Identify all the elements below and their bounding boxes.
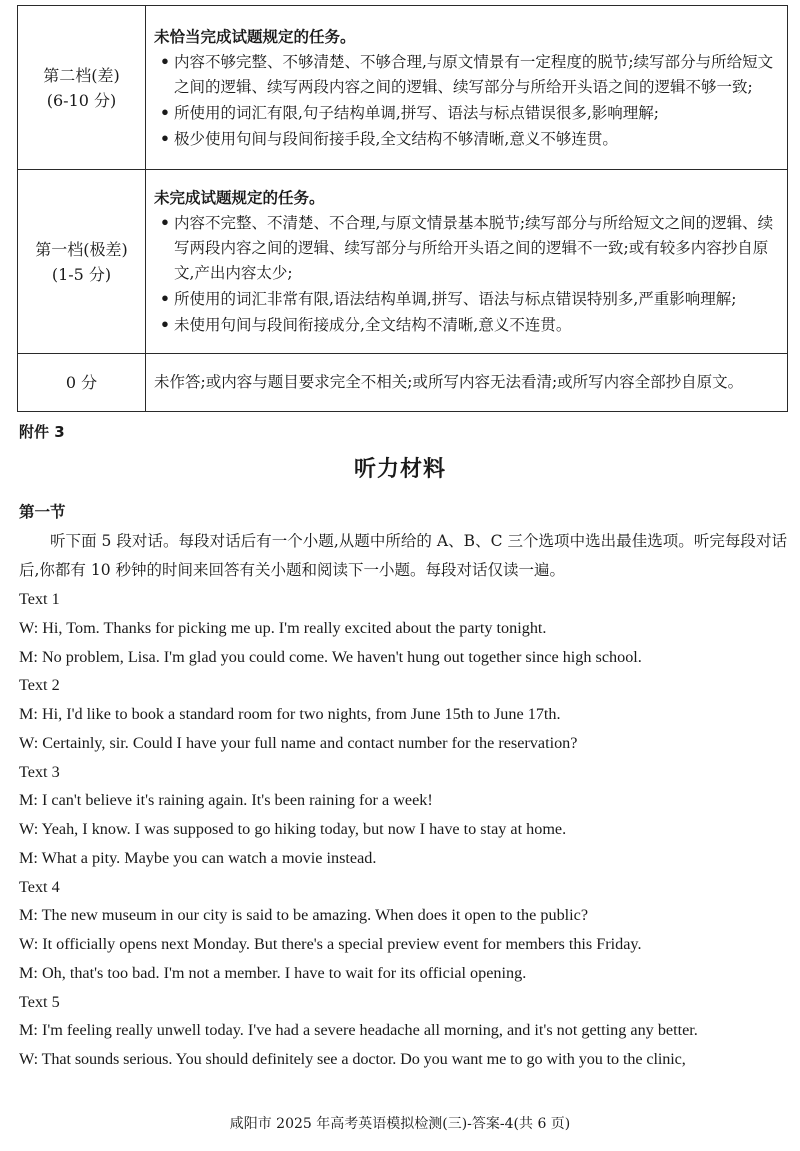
dialogue-text: I'm feeling really unwell today. I've had a severe headache all morning, and it's not getting any better. <box>41 1021 698 1040</box>
dialogue-text: Hi, I'd like to book a standard room for two nights, from June 15th to June 17th. <box>41 705 561 723</box>
description-bullet: • 极少使用句间与段间衔接手段,全文结构不够清晰,意义不够连贯。 <box>154 126 779 152</box>
dialogue-line: M: I can't believe it's raining again. It's been raining for a week! <box>19 791 433 810</box>
rubric-description-cell <box>146 6 788 170</box>
section-instructions: 听下面 5 段对话。每段对话后有一个小题,从题中所给的 A、B、C 三个选项中选出最佳选项。听完每段对话后,你都有 10 秒钟的时间来回答有关小题和阅读下一小题。每段对话仅读一遍。 <box>19 532 787 579</box>
speaker-label: W <box>19 618 34 637</box>
dialogue-text: No problem, Lisa. I'm glad you could come. We haven't hung out together since high school. <box>41 647 642 666</box>
description-title: 未恰当完成试题规定的任务。 <box>154 26 356 46</box>
dialogue-text: The new museum in our city is said to be amazing. When does it open to the public? <box>41 906 589 925</box>
text-label: Text 5 <box>19 992 60 1011</box>
dialogue-line: W: It officially opens next Monday. But there's a special preview event for members this Friday. <box>19 935 642 953</box>
dialogue-text: It officially opens next Monday. But there's a special preview event for members this Friday. <box>42 935 642 953</box>
section-title: 第一节 <box>19 503 66 521</box>
speaker-label: W <box>19 1050 34 1068</box>
rubric-level-cell <box>18 354 146 412</box>
speaker-label: M <box>19 647 34 666</box>
description-bullet: • 所使用的词汇非常有限,语法结构单调,拼写、语法与标点错误特别多,严重影响理解; <box>154 286 779 312</box>
attachment-label: 附件 3 <box>19 423 65 441</box>
description-bullet: • 内容不够完整、不够清楚、不够合理,与原文情景有一定程度的脱节;续写部分与所给短文之间的逻辑、续写两段内容之间的逻辑、续写部分与所给开头语之间的逻辑不够一致; <box>154 49 779 100</box>
dialogue-line: W: That sounds serious. You should definitely see a doctor. Do you want me to go with you to the clinic, <box>19 1050 686 1068</box>
listening-transcript <box>19 585 787 1074</box>
dialogue-line: W: Hi, Tom. Thanks for picking me up. I'm really excited about the party tonight. <box>19 618 547 637</box>
speaker-label: W <box>19 733 34 752</box>
rubric-row-grade-0 <box>18 354 788 412</box>
dialogue-line: W: Yeah, I know. I was supposed to go hiking today, but now I have to stay at home. <box>19 820 567 838</box>
dialogue-text: Hi, Tom. Thanks for picking me up. I'm really excited about the party tonight. <box>42 618 547 637</box>
speaker-label: M <box>19 906 34 925</box>
level-label: 第二档(差) <box>43 65 120 85</box>
description-bullet: • 内容不完整、不清楚、不合理,与原文情景基本脱节;续写部分与所给短文之间的逻辑、续写两段内容之间的逻辑、续写部分与所给开头语之间的逻辑不一致;或有较多内容抄自原文,产出内容太少; <box>154 210 779 286</box>
speaker-label: M <box>19 848 34 867</box>
dialogue-line: M: I'm feeling really unwell today. I've had a severe headache all morning, and it's not getting any better. <box>19 1021 698 1040</box>
text-label: Text 1 <box>19 590 60 608</box>
speaker-label: M <box>19 791 34 810</box>
speaker-label: M <box>19 1021 34 1040</box>
speaker-label: M <box>19 963 34 982</box>
dialogue-line: M: Oh, that's too bad. I'm not a member. I have to wait for its official opening. <box>19 963 527 982</box>
rubric-description-cell <box>146 170 788 354</box>
dialogue-text: What a pity. Maybe you can watch a movie instead. <box>41 848 377 867</box>
dialogue-text: I can't believe it's raining again. It's been raining for a week! <box>41 791 433 810</box>
text-label: Text 4 <box>19 877 60 896</box>
rubric-level-cell <box>18 170 146 354</box>
rubric-level-cell <box>18 6 146 170</box>
level-range: (6-10 分) <box>46 90 117 110</box>
speaker-label: W <box>19 820 34 838</box>
dialogue-text: Certainly, sir. Could I have your full name and contact number for the reservation? <box>42 733 578 752</box>
dialogue-line: M: What a pity. Maybe you can watch a movie instead. <box>19 848 377 867</box>
description-text: 未作答;或内容与题目要求完全不相关;或所写内容无法看清;或所写内容全部抄自原文。 <box>154 373 744 391</box>
dialogue-line: W: Certainly, sir. Could I have your full name and contact number for the reservation? <box>19 733 578 752</box>
dialogue-text: Oh, that's too bad. I'm not a member. I have to wait for its official opening. <box>41 963 527 982</box>
description-bullet: • 所使用的词汇有限,句子结构单调,拼写、语法与标点错误很多,影响理解; <box>154 100 779 126</box>
level-range: (1-5 分) <box>51 264 112 284</box>
level-label: 0 分 <box>65 373 98 392</box>
dialogue-line: M: The new museum in our city is said to be amazing. When does it open to the public? <box>19 906 589 925</box>
level-label: 第一档(极差) <box>35 239 128 259</box>
speaker-label: M <box>19 705 34 723</box>
dialogue-line: M: Hi, I'd like to book a standard room for two nights, from June 15th to June 17th. <box>19 705 561 723</box>
rubric-description-cell <box>146 354 788 412</box>
description-title: 未完成试题规定的任务。 <box>154 188 325 207</box>
rubric-row-grade-2 <box>18 6 788 170</box>
page-footer: 咸阳市 2025 年高考英语模拟检测(三)-答案-4(共 6 页) <box>229 1116 571 1132</box>
dialogue-line: M: No problem, Lisa. I'm glad you could come. We haven't hung out together since high school. <box>19 647 642 666</box>
rubric-row-grade-1 <box>18 170 788 354</box>
dialogue-text: That sounds serious. You should definitely see a doctor. Do you want me to go with you to the clinic, <box>41 1050 686 1068</box>
text-label: Text 2 <box>19 676 60 695</box>
page-title: 听力材料 <box>353 457 446 482</box>
text-label: Text 3 <box>19 762 60 781</box>
speaker-label: W <box>19 935 34 953</box>
description-bullet: • 未使用句间与段间衔接成分,全文结构不清晰,意义不连贯。 <box>154 312 779 338</box>
rubric-table <box>17 5 788 412</box>
dialogue-text: Yeah, I know. I was supposed to go hiking today, but now I have to stay at home. <box>41 820 567 838</box>
